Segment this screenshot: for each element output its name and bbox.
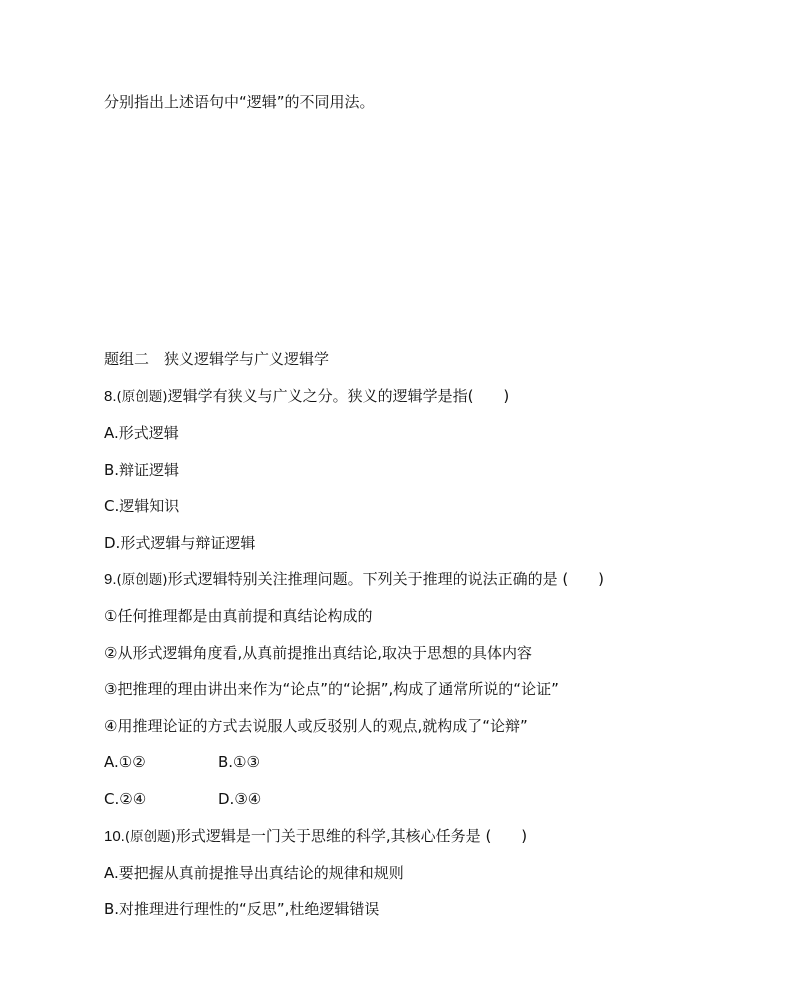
q9-statement-1: ①任何推理都是由真前提和真结论构成的: [104, 607, 373, 625]
q9-option-d: D.③④: [218, 790, 262, 808]
question-stem: 形式逻辑特别关注推理问题。下列关于推理的说法正确的是 ( ): [167, 570, 605, 588]
question-stem: 形式逻辑是一门关于思维的科学,其核心任务是 ( ): [175, 827, 528, 845]
question-8: [104, 386, 509, 407]
q9-statement-2: ②从形式逻辑角度看,从真前提推出真结论,取决于思想的具体内容: [104, 644, 532, 662]
section-title: 题组二 狭义逻辑学与广义逻辑学: [104, 350, 330, 368]
q9-statement-4: ④用推理论证的方式去说服人或反驳别人的观点,就构成了“论辩”: [104, 717, 528, 735]
q8-option-c: C.逻辑知识: [104, 497, 180, 515]
question-number: 8.: [104, 388, 117, 405]
q9-options-row-1: [104, 752, 404, 772]
question-number: 9.: [104, 571, 117, 588]
q8-option-a: A.形式逻辑: [104, 424, 179, 442]
question-9: [104, 569, 604, 590]
question-number: 10.: [104, 828, 125, 845]
q9-statement-3: ③把推理的理由讲出来作为“论点”的“论据”,构成了通常所说的“论证”: [104, 680, 559, 698]
question-10: [104, 826, 527, 847]
intro-text: 分别指出上述语句中“逻辑”的不同用法。: [104, 93, 375, 111]
q8-option-b: B.辩证逻辑: [104, 461, 180, 479]
q9-option-c: C.②④: [104, 790, 147, 808]
question-source-tag: (原创题): [116, 389, 168, 405]
q10-option-a: A.要把握从真前提推导出真结论的规律和规则: [104, 864, 404, 882]
q8-option-d: D.形式逻辑与辩证逻辑: [104, 534, 256, 552]
q9-option-b: B.①③: [218, 753, 260, 771]
q10-option-b: B.对推理进行理性的“反思”,杜绝逻辑错误: [104, 900, 380, 918]
question-stem: 逻辑学有狭义与广义之分。狭义的逻辑学是指( ): [167, 387, 510, 405]
q9-option-a: A.①②: [104, 753, 146, 771]
question-source-tag: (原创题): [116, 572, 168, 588]
question-source-tag: (原创题): [124, 829, 176, 845]
q9-options-row-2: [104, 789, 404, 809]
